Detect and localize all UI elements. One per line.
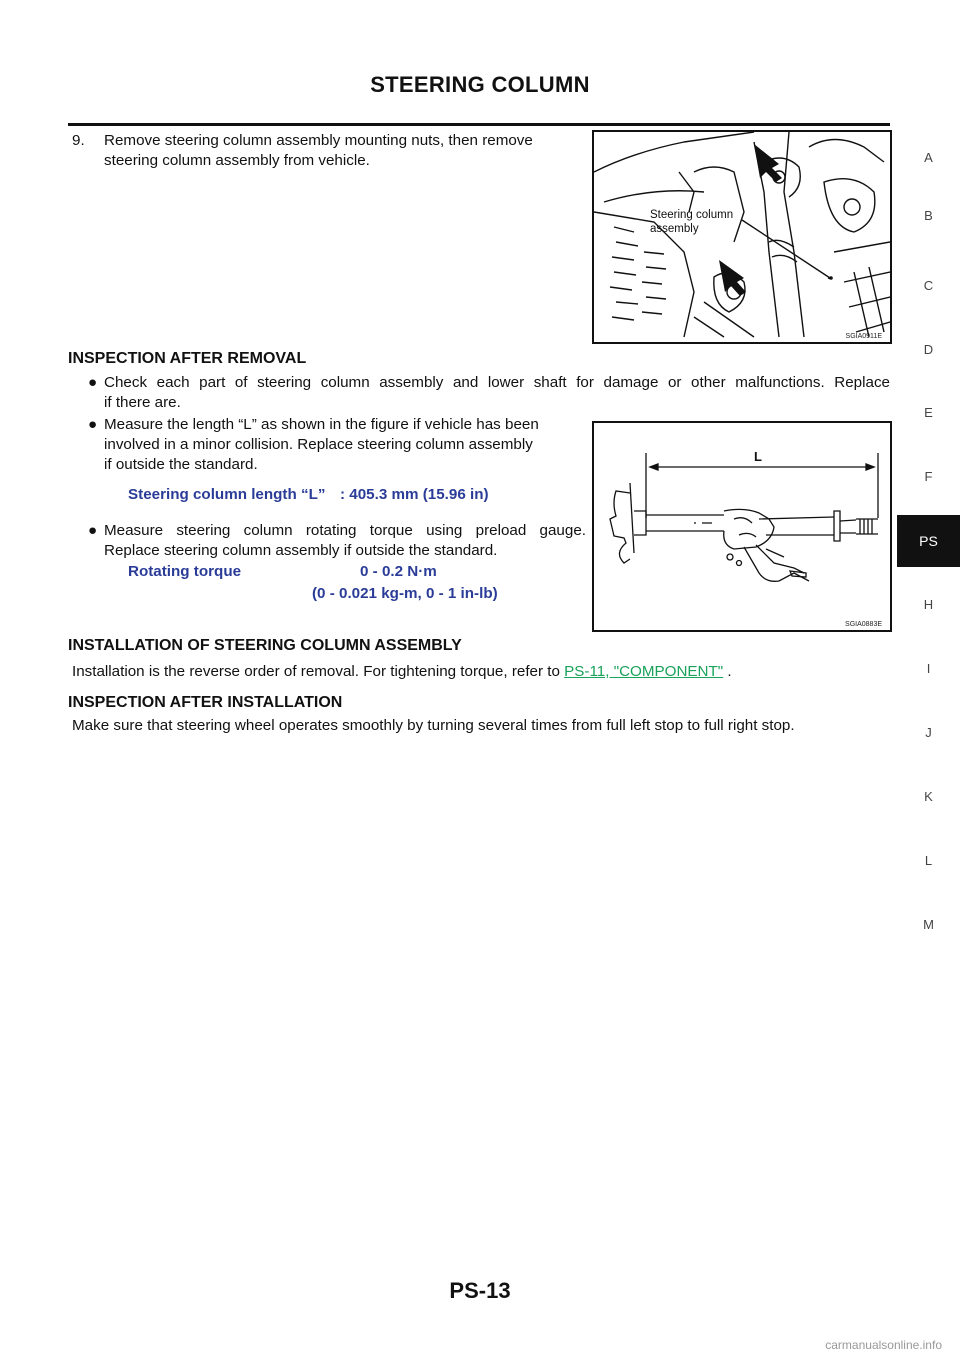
installation-sentence: Installation is the reverse order of removal. For tightening torque, refer to (72, 663, 560, 680)
figure-callout: Steering column (650, 209, 734, 221)
list-item (88, 521, 586, 561)
bullet-line: Measure the length “L” as shown in the figure if vehicle has been (104, 416, 539, 433)
section-heading: INSPECTION AFTER REMOVAL (68, 350, 307, 367)
bullet-icon: ● (88, 522, 98, 539)
side-index-ps-active[interactable]: PS (897, 515, 960, 567)
side-index-d[interactable]: D (923, 342, 934, 357)
step-number: 9. (72, 132, 85, 149)
steering-column-length-diagram (592, 421, 892, 632)
spec-value: (0 - 0.021 kg-m, 0 - 1 in-lb) (312, 585, 498, 602)
component-link[interactable]: PS-11, "COMPONENT" (564, 663, 724, 680)
arrow-icon (719, 260, 746, 296)
steering-column-illustration (594, 132, 890, 342)
side-index-e[interactable]: E (924, 405, 933, 420)
header-rule (68, 123, 890, 126)
step9-line: steering column assembly from vehicle. (104, 152, 370, 169)
figure-code: SGIA0883E (845, 621, 882, 628)
spec-label: Rotating torque (128, 563, 242, 580)
list-item (88, 415, 586, 475)
side-index-j[interactable]: J (925, 725, 932, 740)
steering-column-drawing (594, 423, 890, 630)
bullet-line: if outside the standard. (104, 456, 258, 473)
side-index-i[interactable]: I (926, 661, 931, 676)
step9-text (104, 131, 589, 171)
page-title: STEERING COLUMN (370, 72, 590, 97)
side-index-b[interactable]: B (924, 208, 933, 223)
side-index-l[interactable]: L (924, 853, 933, 868)
side-index-k[interactable]: K (924, 789, 933, 804)
watermark: carmanualsonline.info (825, 1338, 942, 1352)
installation-period: . (723, 663, 732, 680)
side-index-h[interactable]: H (923, 597, 934, 612)
spec-value: : 405.3 mm (15.96 in) (340, 486, 489, 503)
section-heading: INSTALLATION OF STEERING COLUMN ASSEMBLY (68, 637, 462, 654)
list-item (88, 373, 890, 413)
spec-label: Steering column length “L” (128, 486, 326, 503)
step9-line: Remove steering column assembly mounting nuts, then remove (104, 132, 533, 149)
bullet-line: if there are. (104, 394, 181, 411)
installation-text (72, 662, 732, 682)
side-index-c[interactable]: C (923, 278, 934, 293)
bullet-line: involved in a minor collision. Replace steering column assembly (104, 436, 533, 453)
bullet-icon: ● (88, 416, 98, 433)
steering-column-photo (592, 130, 892, 344)
bullet-line: Check each part of steering column assembly and lower shaft for damage or other malfunctions. Replace (104, 374, 890, 391)
page-number: PS-13 (449, 1278, 511, 1303)
section-heading: INSPECTION AFTER INSTALLATION (68, 694, 343, 711)
spec-value: 0 - 0.2 N·m (360, 563, 437, 580)
side-index-a[interactable]: A (924, 150, 933, 165)
figure-code: SGIA0911E (845, 333, 882, 340)
dimension-label: L (754, 449, 762, 464)
side-index-m[interactable]: M (923, 917, 934, 932)
installation-check-text: Make sure that steering wheel operates smoothly by turning several times from full left stop to full right stop. (72, 717, 795, 734)
bullet-icon: ● (88, 374, 98, 391)
arrow-icon (754, 144, 782, 182)
bullet-line: Measure steering column rotating torque using preload gauge. (104, 522, 586, 539)
bullet-line: Replace steering column assembly if outside the standard. (104, 542, 498, 559)
figure-callout: assembly (650, 223, 699, 235)
side-index-f[interactable]: F (924, 469, 933, 484)
